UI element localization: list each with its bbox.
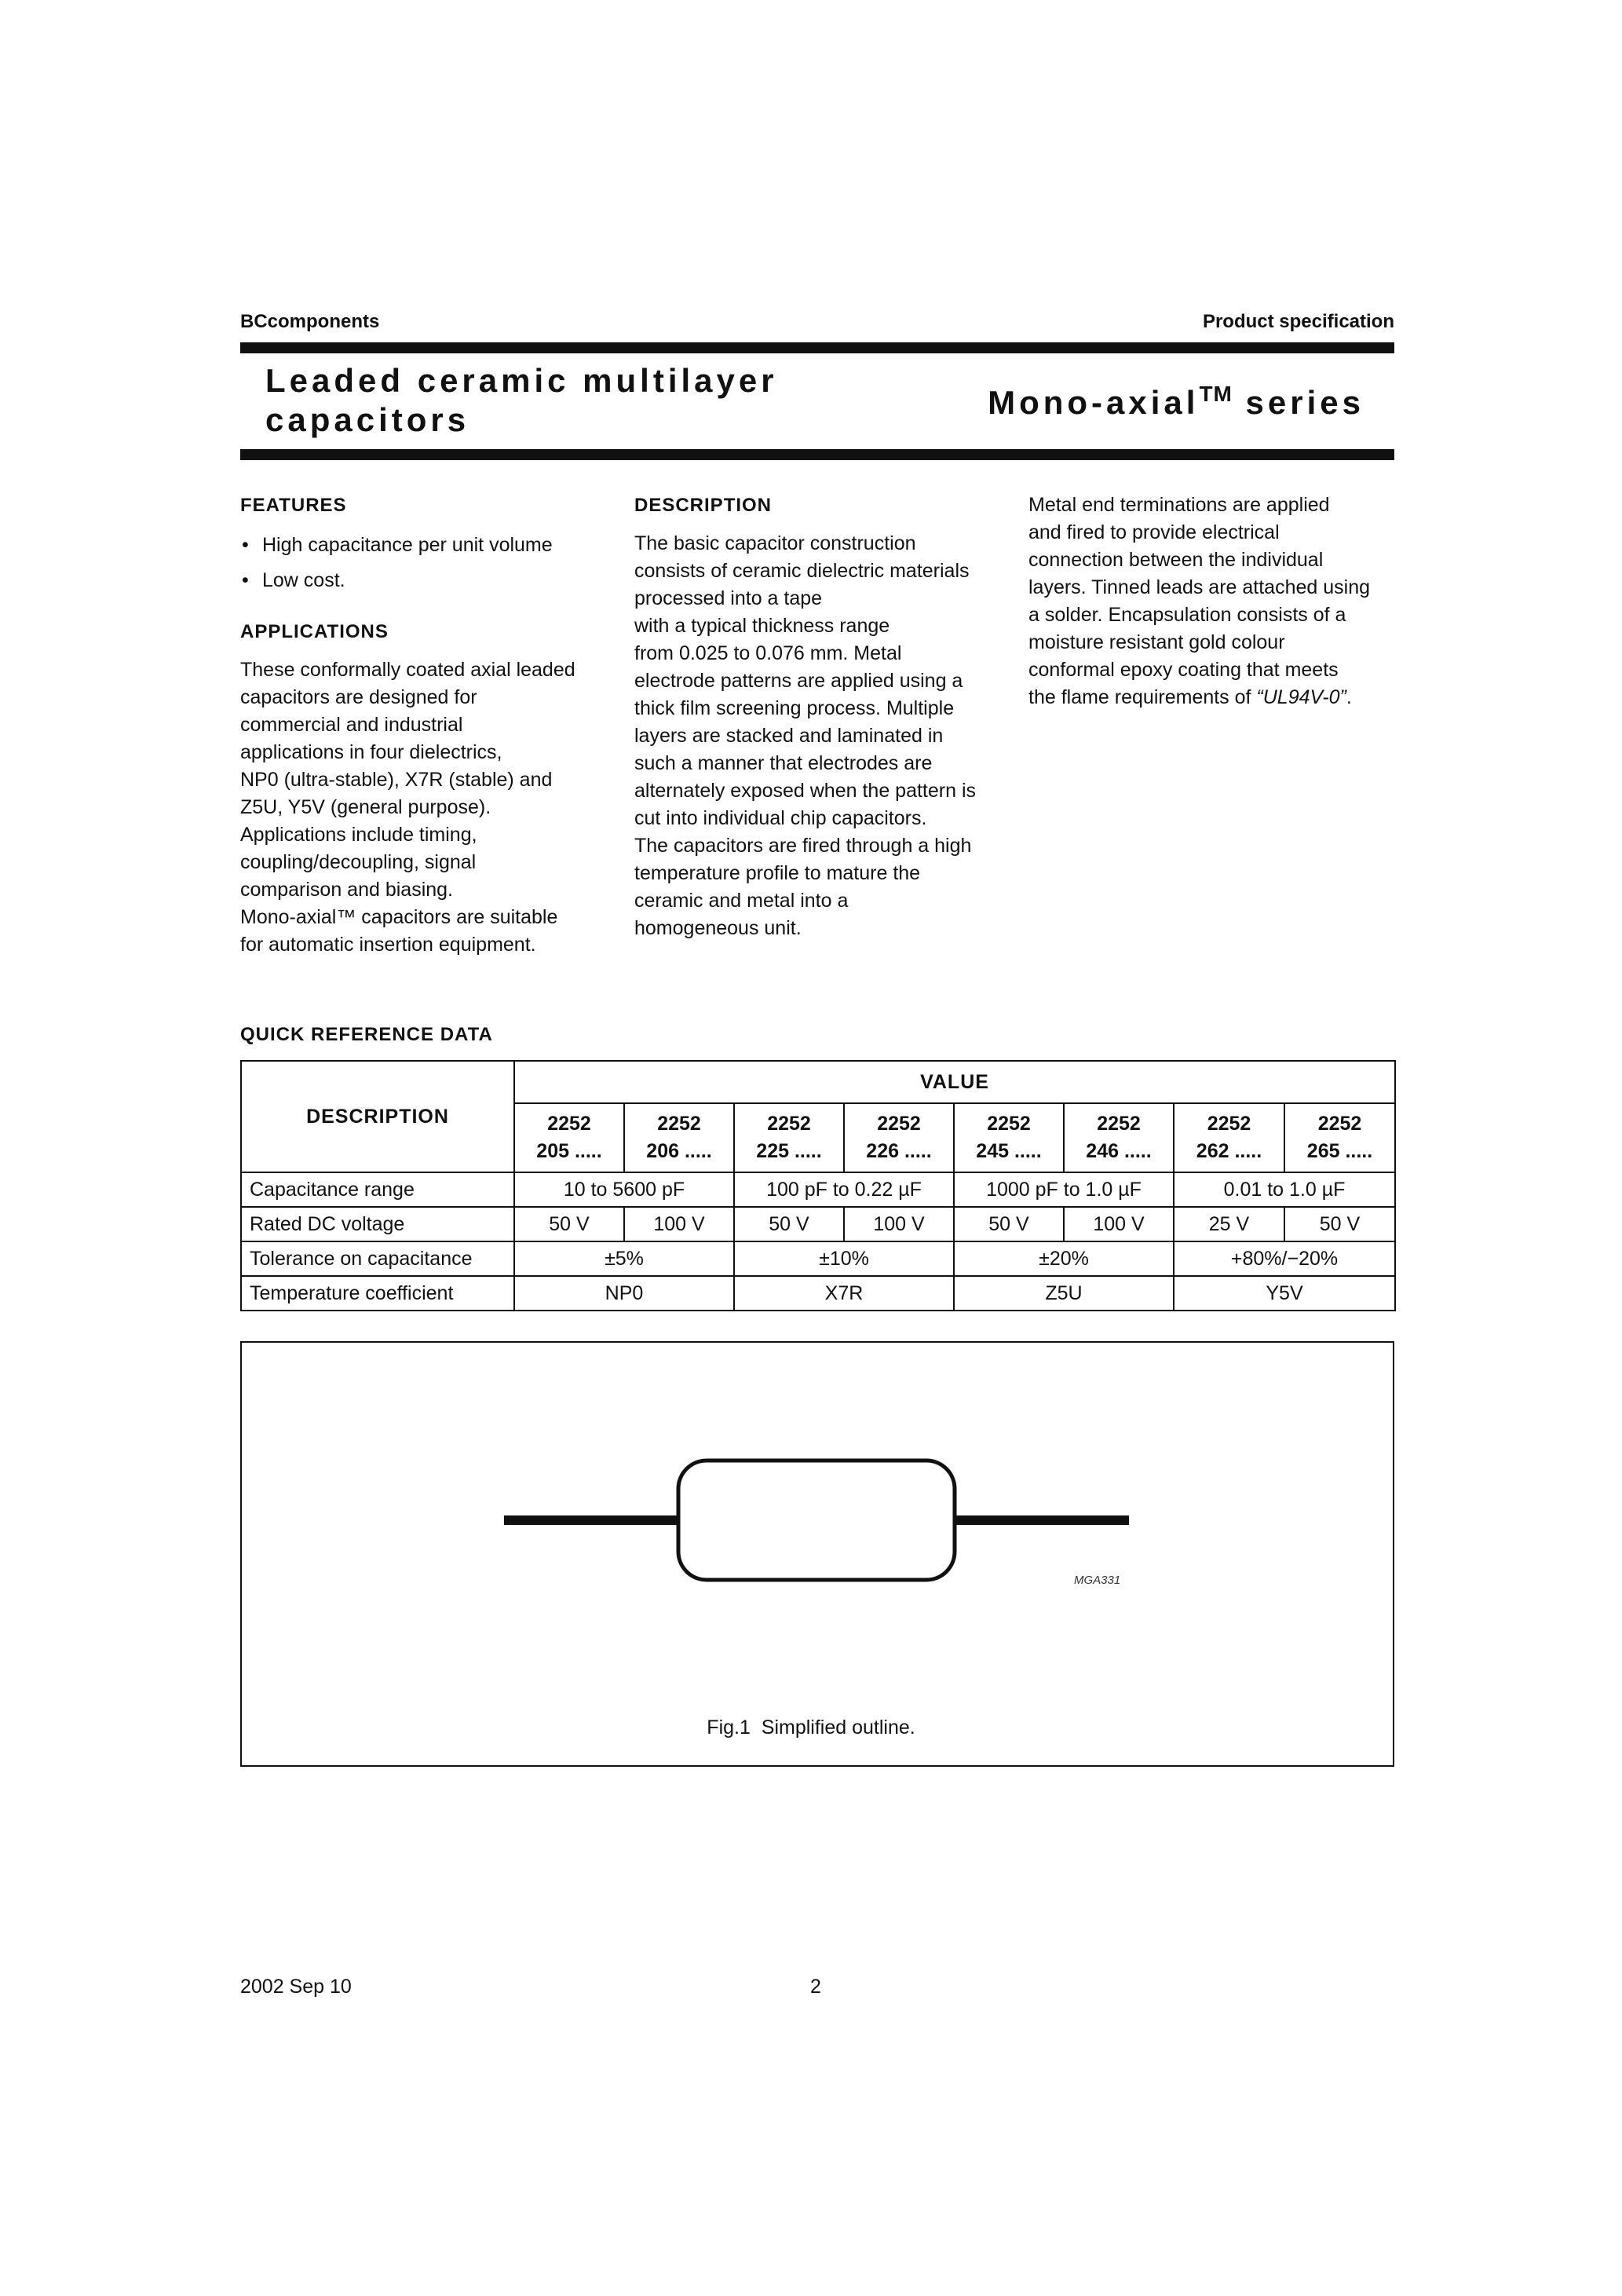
description-end: . bbox=[1346, 686, 1352, 708]
table-row bbox=[241, 1207, 1395, 1241]
table-cell: 100 V bbox=[1064, 1207, 1174, 1241]
type-code-cell: 2252 205 ..... bbox=[514, 1103, 624, 1172]
value-column-header: VALUE bbox=[514, 1061, 1395, 1103]
table-row bbox=[241, 1172, 1395, 1207]
row-label: Tolerance on capacitance bbox=[241, 1241, 514, 1276]
document-type: Product specification bbox=[1202, 311, 1394, 332]
row-label: Capacitance range bbox=[241, 1172, 514, 1207]
features-heading: FEATURES bbox=[240, 495, 347, 516]
table-cell: ±10% bbox=[734, 1241, 954, 1276]
type-code-cell: 2252 225 ..... bbox=[734, 1103, 844, 1172]
series-suffix: series bbox=[1232, 384, 1364, 421]
description-text: The basic capacitor construction consists of ceramic dielectric materials processed into a tape with a typical thickness range from 0.025 to 0.076 mm. Metal electrode patterns are applied using a thick film screening process. Multiple layers are stacked and laminated in such a manner that electrodes are alternately exposed when the pattern is cut into individual chip capacitors. The capacitors are fired through a high temperature profile to mature the ceramic and metal into a homogeneous unit. bbox=[634, 532, 976, 939]
table-cell: 25 V bbox=[1174, 1207, 1284, 1241]
table-row bbox=[241, 1276, 1395, 1311]
left-column bbox=[240, 492, 609, 959]
description-continued-text: Metal end terminations are applied and fired to provide electrical connection between the individual layers. Tinned leads are attached using a solder. Encapsulation consists of a moisture resistant gold colour conformal epoxy coating that meets the flame requirements of bbox=[1028, 494, 1370, 708]
quick-reference-heading: QUICK REFERENCE DATA bbox=[240, 1024, 493, 1045]
row-label: Rated DC voltage bbox=[241, 1207, 514, 1241]
description-column-header: DESCRIPTION bbox=[241, 1061, 514, 1172]
table-cell: 50 V bbox=[734, 1207, 844, 1241]
flame-standard: “UL94V-0” bbox=[1256, 686, 1346, 708]
type-code-cell: 2252 246 ..... bbox=[1064, 1103, 1174, 1172]
table-cell: 100 V bbox=[844, 1207, 954, 1241]
middle-column bbox=[634, 492, 1011, 942]
trademark-mark: TM bbox=[1199, 382, 1233, 406]
feature-item: • Low cost. bbox=[240, 567, 609, 594]
header-rule bbox=[240, 342, 1394, 353]
table-cell: +80%/−20% bbox=[1174, 1241, 1395, 1276]
type-code-cell: 2252 206 ..... bbox=[624, 1103, 734, 1172]
page-title bbox=[265, 361, 831, 440]
applications-heading: APPLICATIONS bbox=[240, 621, 389, 642]
table-cell: Y5V bbox=[1174, 1276, 1395, 1311]
table-cell: ±20% bbox=[954, 1241, 1174, 1276]
figure-code: MGA331 bbox=[1074, 1574, 1121, 1587]
figure-caption: Fig.1 Simplified outline. bbox=[707, 1717, 915, 1738]
capacitor-body bbox=[678, 1461, 955, 1580]
capacitor-outline-drawing bbox=[471, 1445, 1162, 1602]
footer-date: 2002 Sep 10 bbox=[240, 1976, 352, 1998]
table-row bbox=[241, 1241, 1395, 1276]
row-label: Temperature coefficient bbox=[241, 1276, 514, 1311]
right-column bbox=[1028, 492, 1397, 711]
description-heading: DESCRIPTION bbox=[634, 495, 773, 516]
quick-reference-table bbox=[240, 1060, 1396, 1311]
table-cell: 100 V bbox=[624, 1207, 734, 1241]
type-code-cell: 2252 245 ..... bbox=[954, 1103, 1064, 1172]
table-cell: 100 pF to 0.22 µF bbox=[734, 1172, 954, 1207]
title-line-1: Leaded ceramic multilayer bbox=[265, 362, 778, 399]
table-cell: NP0 bbox=[514, 1276, 734, 1311]
applications-text: These conformally coated axial leaded capacitors are designed for commercial and industrial applications in four dielectrics, NP0 (ultra-stable), X7R (stable) and Z5U, Y5V (general purpose). Applications include timing, coupling/decoupling, signal comparison and biasing. Mono-axial™ capacitors are suitable for automatic insertion equipment. bbox=[240, 659, 575, 956]
table-cell: 0.01 to 1.0 µF bbox=[1174, 1172, 1395, 1207]
table-cell: 10 to 5600 pF bbox=[514, 1172, 734, 1207]
features-list bbox=[240, 532, 609, 594]
table-cell: ±5% bbox=[514, 1241, 734, 1276]
table-cell: 50 V bbox=[514, 1207, 624, 1241]
feature-item: • High capacitance per unit volume bbox=[240, 532, 609, 559]
type-code-cell: 2252 226 ..... bbox=[844, 1103, 954, 1172]
series-name: Mono-axial bbox=[988, 384, 1200, 421]
type-code-cell: 2252 262 ..... bbox=[1174, 1103, 1284, 1172]
series-title bbox=[988, 382, 1364, 422]
title-rule bbox=[240, 449, 1394, 460]
table-cell: 50 V bbox=[1284, 1207, 1395, 1241]
type-code-cell: 2252 265 ..... bbox=[1284, 1103, 1395, 1172]
table-cell: X7R bbox=[734, 1276, 954, 1311]
company-name: BCcomponents bbox=[240, 311, 380, 332]
table-cell: 50 V bbox=[954, 1207, 1064, 1241]
table-cell: Z5U bbox=[954, 1276, 1174, 1311]
page-number: 2 bbox=[810, 1976, 821, 1998]
title-line-2: capacitors bbox=[265, 401, 470, 438]
table-cell: 1000 pF to 1.0 µF bbox=[954, 1172, 1174, 1207]
